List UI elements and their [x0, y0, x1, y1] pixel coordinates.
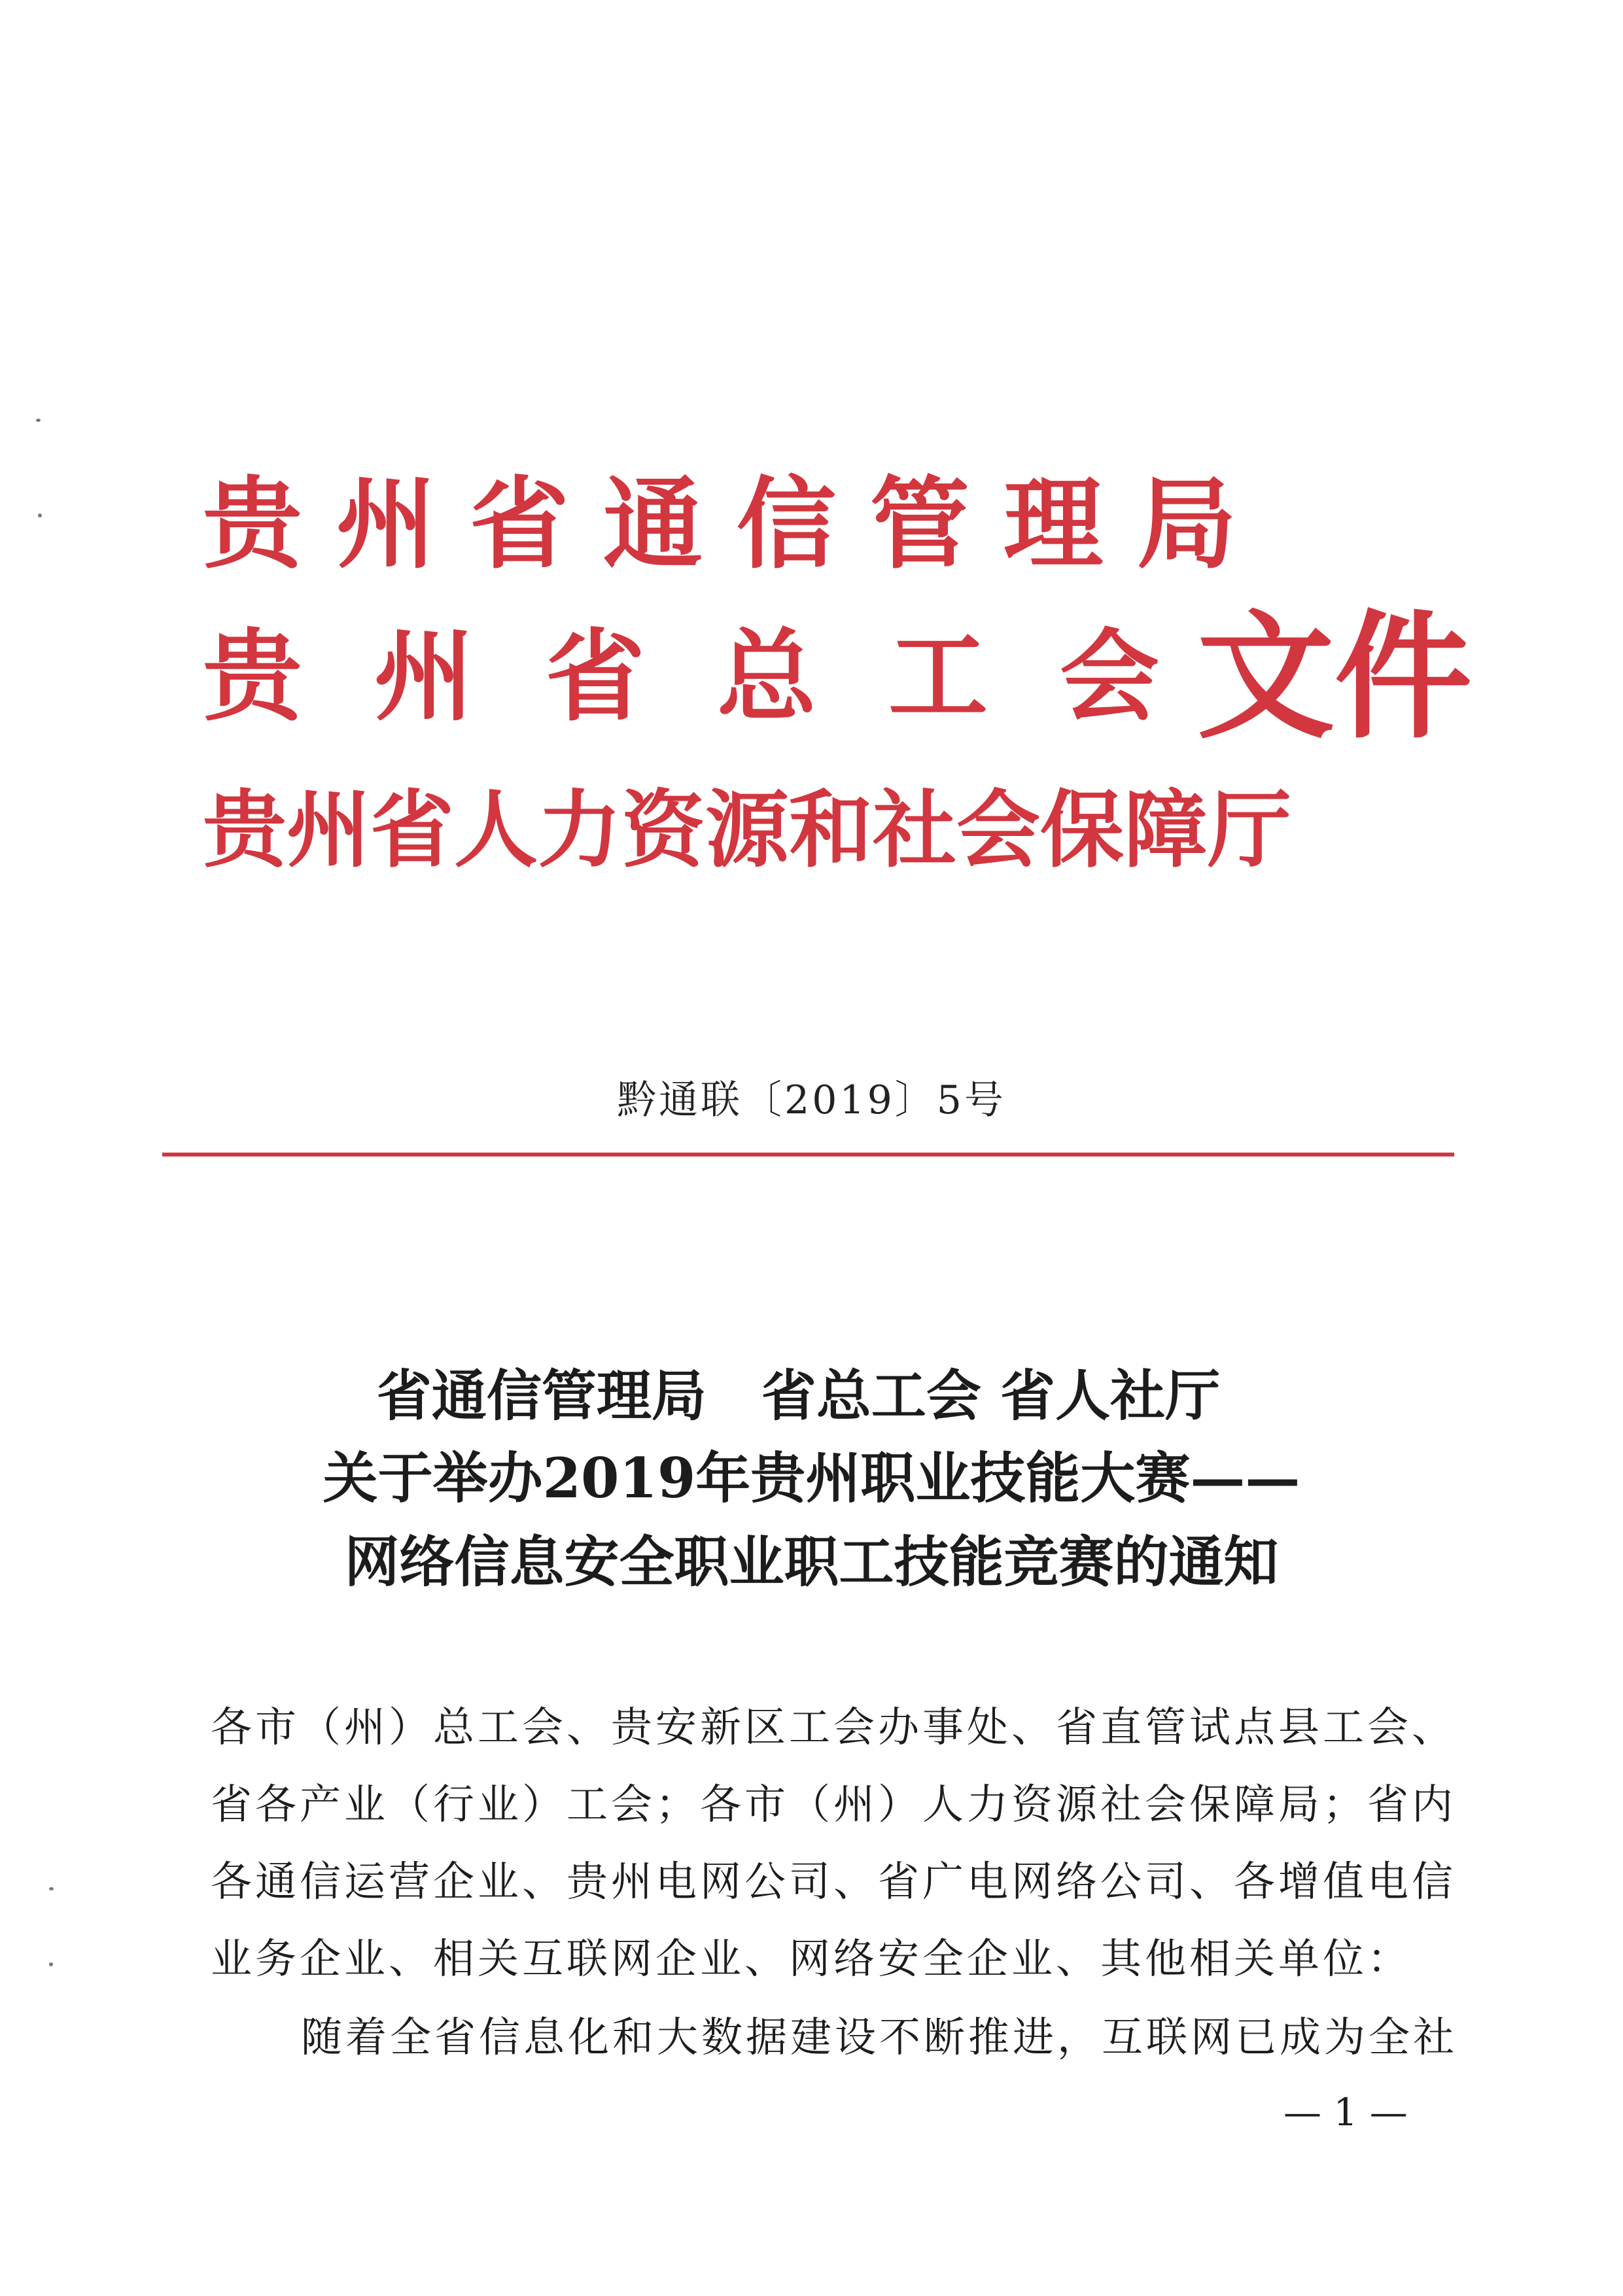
addressee-line: 省各产业（行业）工会；各市（州）人力资源社会保障局；省内 [211, 1781, 1456, 1828]
body-paragraph-first-line: 随着全省信息化和大数据建设不断推进，互联网已成为全社 [301, 2013, 1457, 2061]
title-line-issuers: 省通信管理局 省总工会 省人社厅 [376, 1363, 1221, 1428]
document-number: 黔通联〔2019〕5号 [617, 1077, 1006, 1123]
agency-name-human-resources: 贵州省人力资源和社会保障厅 [203, 781, 1292, 879]
title-line-subject: 关于举办2019年贵州职业技能大赛—— [323, 1446, 1300, 1510]
scan-speck [49, 1962, 53, 1966]
agency-name-trade-union: 贵州省总工会 [203, 617, 1231, 735]
title-line-notice: 网络信息安全职业职工技能竞赛的通知 [344, 1529, 1279, 1594]
addressee-line: 各通信运营企业、贵州电网公司、省广电网络公司、各增值电信 [211, 1858, 1456, 1905]
addressee-line: 各市（州）总工会、贵安新区工会办事处、省直管试点县工会、 [211, 1703, 1456, 1751]
agency-name-communications: 贵州省通信管理局 [203, 465, 1270, 582]
red-divider-line [162, 1153, 1454, 1157]
scan-speck [38, 513, 42, 517]
scan-speck [49, 1887, 54, 1890]
scan-speck [36, 419, 41, 422]
addressee-line: 业务企业、相关互联网企业、网络安全企业、其他相关单位： [211, 1935, 1412, 1983]
addressee-block [211, 1689, 1456, 1998]
page-number: — 1 — [1283, 2090, 1408, 2134]
document-label: 文件 [1197, 596, 1473, 757]
